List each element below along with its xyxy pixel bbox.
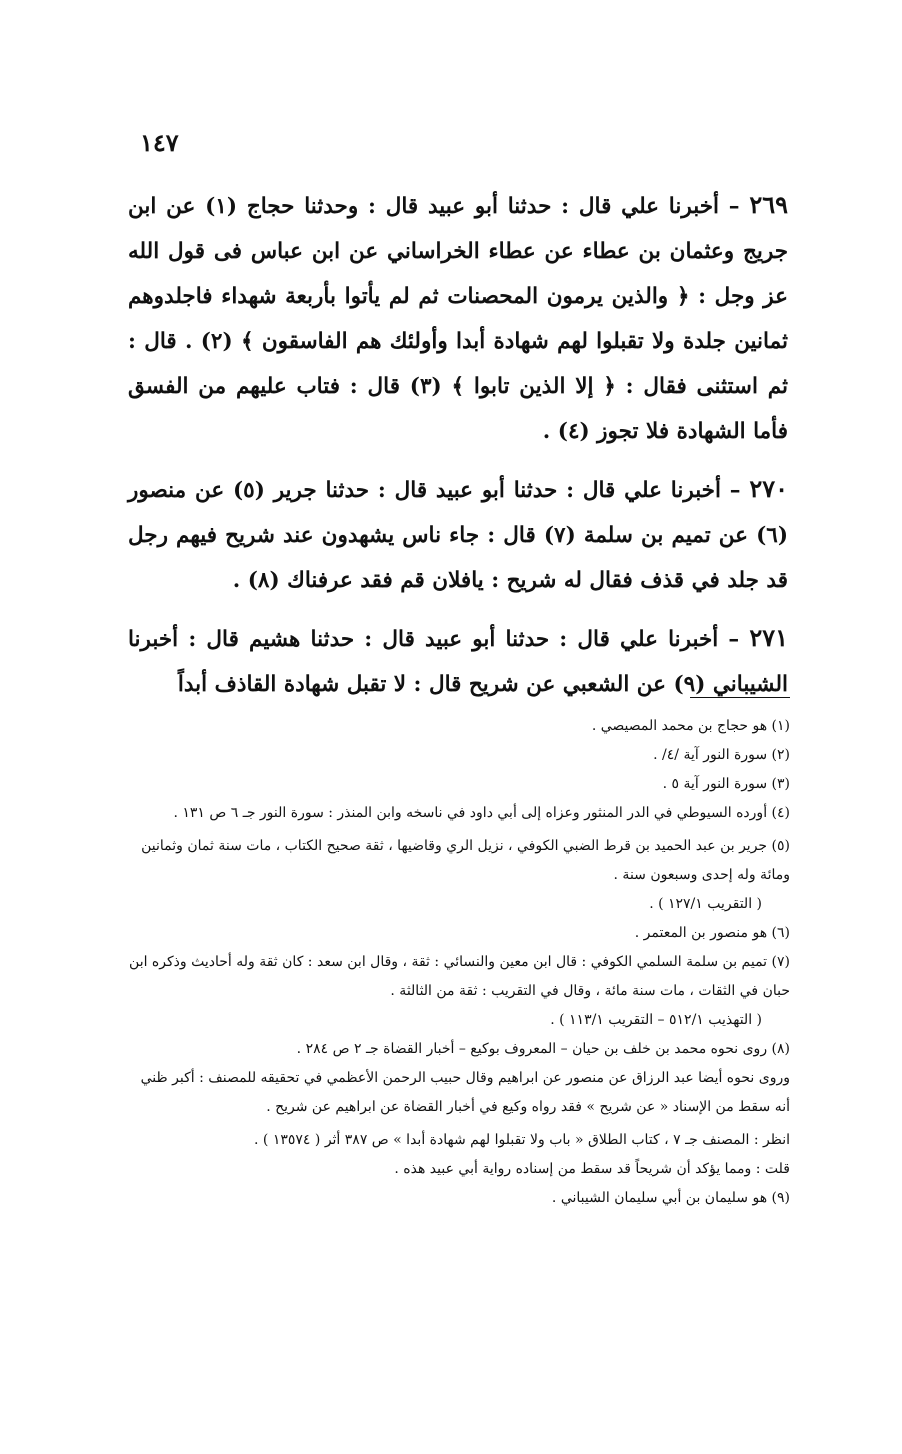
footnote-continuation: قلت : ومما يؤكد أن شريحاً قد سقط من إسناده رواية أبي عبيد هذه . [394,1161,790,1177]
hadith-text: – أخبرنا علي قال : حدثنا أبو عبيد قال : وحدثنا حجاج (١) عن ابن جريج وعثمان بن عطاء عن عطاء الخراساني عن ابن عباس فى قول الله عز وجل : ﴿ والذين يرمون المحصنات ثم لم يأتوا بأربعة شهداء فاجلدوهم ثمانين جلدة ولا تقبلوا لهم شهادة أبدا وأولئك هم الفاسقون ﴾ (٢) . قال : ثم استثنى فقال : ﴿ إلا الذين تابوا ﴾ (٣) قال : فتاب عليهم من الفسق فأما الشهادة فلا تجوز (٤) . [128,194,789,444]
footnote-continuation: وروى نحوه أيضا عبد الرزاق عن منصور عن ابراهيم وقال حبيب الرحمن الأعظمي في تحقيقه للمصنف : أكبر ظني أنه سقط من الإسناد « عن شريح » فقد رواه وكيع في أخبار القضاة عن ابراهيم عن شريح . [140,1070,790,1115]
footnote: (٤) أورده السيوطي في الدر المنثور وعزاه إلى أبي داود في ناسخه وابن المنذر : سورة النور جـ ٦ ص ١٣١ . [173,805,790,821]
footnotes [128,712,790,1213]
footnote-reference: ( التقريب ١٢٧/١ ) . [649,896,762,912]
hadith-number: ٢٧٠ [749,474,788,503]
footnote-continuation: انظر : المصنف جـ ٧ ، كتاب الطلاق « باب ولا تقبلوا لهم شهادة أبدا » ص ٣٨٧ أثر ( ١٣٥٧٤ ) . [254,1132,790,1148]
footnote-divider [690,697,790,698]
footnote: (٧) تميم بن سلمة السلمي الكوفي : قال ابن معين والنسائي : ثقة ، وقال ابن سعد : كان ثقة وله أحاديث وذكره ابن حبان في الثقات ، مات سنة مائة ، وقال في التقريب : ثقة من الثالثة . [129,954,790,999]
hadith-paragraph [128,615,788,707]
hadith-text: – أخبرنا علي قال : حدثنا أبو عبيد قال : حدثنا جرير (٥) عن منصور (٦) عن تميم بن سلمة (٧) قال : جاء ناس يشهدون عند شريح فيهم رجل قد جلد في قذف فقال له شريح : يافلان قم فقد عرفناك (٨) . [128,478,788,593]
footnote: (٢) سورة النور آية /٤/ . [653,747,790,763]
hadith-paragraph [128,182,788,454]
footnote: (٩) هو سليمان بن أبي سليمان الشيباني . [551,1190,790,1206]
footnote: (١) هو حجاج بن محمد المصيصي . [591,718,790,734]
footnote: (٥) جرير بن عبد الحميد بن قرط الضبي الكوفي ، نزيل الري وقاضيها ، ثقة صحيح الكتاب ، مات سنة ثمان وثمانين ومائة وله إحدى وسبعون سنة . [141,838,790,883]
page-number: ١٤٧ [140,128,179,157]
footnote: (٣) سورة النور آية ٥ . [662,776,790,792]
footnote: (٨) روى نحوه محمد بن خلف بن حيان – المعروف بوكيع – أخبار القضاة جـ ٢ ص ٢٨٤ . [296,1041,790,1057]
footnote-reference: ( التهذيب ٥١٢/١ – التقريب ١١٣/١ ) . [550,1012,762,1028]
hadith-number: ٢٦٩ [749,190,788,219]
hadith-paragraph [128,466,788,603]
main-text [128,182,788,719]
footnote: (٦) هو منصور بن المعتمر . [634,925,790,941]
hadith-number: ٢٧١ [749,623,788,652]
hadith-text: – أخبرنا علي قال : حدثنا أبو عبيد قال : حدثنا هشيم قال : أخبرنا الشيباني (٩) عن الشعبي عن شريح قال : لا تقبل شهادة القاذف أبداً [128,627,788,697]
